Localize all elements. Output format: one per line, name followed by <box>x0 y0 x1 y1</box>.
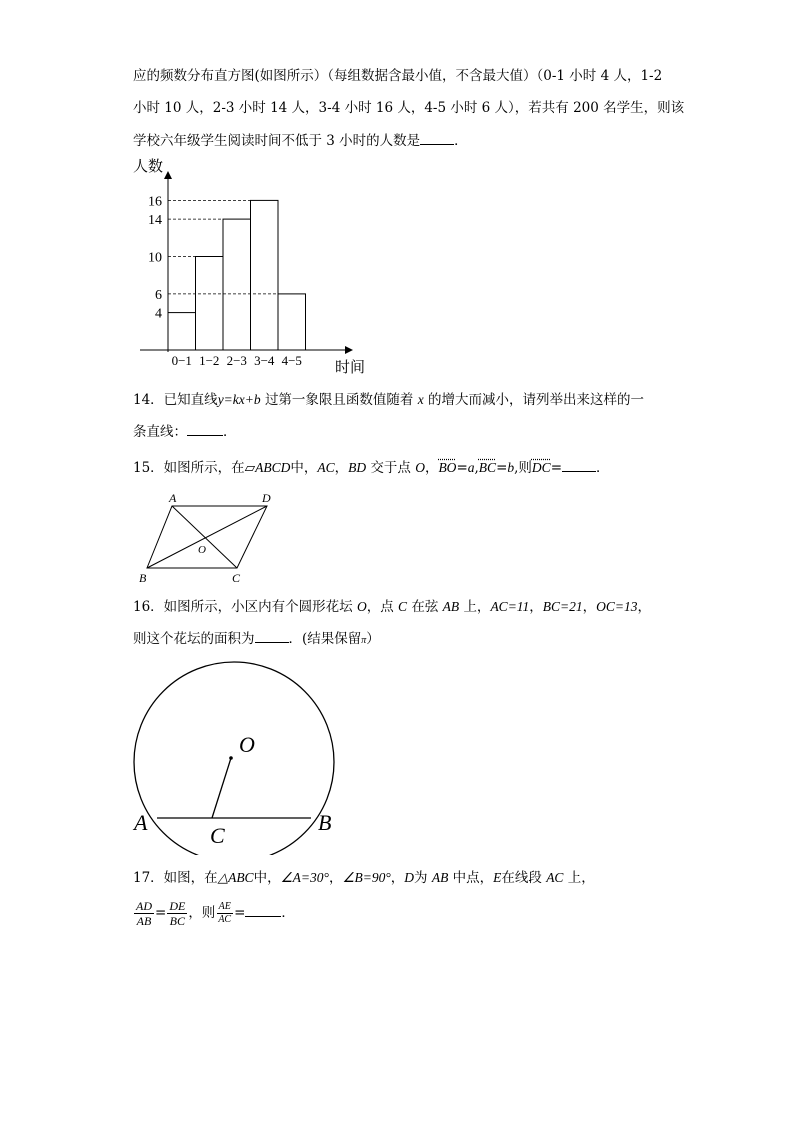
q17-triangle: △ABC <box>217 870 254 885</box>
label-d: D <box>262 491 271 505</box>
histogram-bar-4−5 <box>278 294 306 350</box>
q17-e: E <box>493 870 502 885</box>
q17-ac: AC <box>546 870 564 885</box>
label-o: O <box>198 544 206 556</box>
q15-ac: AC <box>317 460 335 475</box>
histogram-bar-3−4 <box>251 200 279 350</box>
fraction-de-bc <box>167 899 187 928</box>
q16-line1: 16．如图所示，小区内有个圆形花坛 O，点 C 在弦 AB 上，AC=11，BC=21，OC=13， <box>133 599 652 615</box>
q15-end: ． <box>596 460 610 476</box>
x-tick-label-2−3: 2−3 <box>226 353 247 368</box>
y-tick-label-6: 6 <box>155 287 162 303</box>
q13-line1: 应的频数分布直方图(如图所示）（每组数据含最小值，不含最大值）（0-1 小时 4 人，1-2 <box>133 68 663 84</box>
q16-c: C <box>398 599 408 614</box>
fraction-ae-ac <box>216 901 233 926</box>
q15-eq2: = <box>496 460 508 476</box>
answer-blank-16[interactable] <box>255 628 289 643</box>
q15-then: ,则 <box>514 460 532 476</box>
q15-eq3: = <box>550 460 562 476</box>
q16-close: ） <box>366 631 380 647</box>
q13-line2: 小时 10 人，2-3 小时 14 人，3-4 小时 16 人，4-5 小时 6 人），若共有 200 名学生，则该 <box>133 100 685 116</box>
fraction-ad-ab <box>134 899 154 928</box>
q16-text3: 在弦 <box>411 599 439 615</box>
q15-para-name: ABCD <box>255 460 291 475</box>
q17-text1: 17．如图，在 <box>133 870 218 886</box>
x-axis-label: 时间 <box>335 360 366 376</box>
pi-symbol: π <box>361 635 367 646</box>
q17-eq: = <box>155 905 167 921</box>
q15-text3: 交于点 <box>370 460 411 476</box>
q17-eq2: = <box>234 905 246 921</box>
label-b: B <box>318 810 332 835</box>
q16-ac-eq: AC=11 <box>490 599 530 614</box>
q17-text3: 为 <box>414 870 428 886</box>
vector-bo: BO <box>438 460 457 475</box>
segment-oc <box>212 758 231 818</box>
q16-o: O <box>356 599 367 614</box>
q17-angle-a: ∠A=30° <box>280 870 329 885</box>
q16-text5: 则这个花坛的面积为 <box>133 631 255 647</box>
frac-num: AE <box>218 901 231 912</box>
label-c: C <box>232 571 241 585</box>
frac-den: AB <box>136 914 152 928</box>
q15-comma: ， <box>424 460 439 476</box>
q16-oc-eq: OC=13 <box>596 599 638 614</box>
x-tick-label-1−2: 1−2 <box>199 353 220 368</box>
q17-text4: 中点， <box>452 870 494 886</box>
answer-blank-14[interactable] <box>187 421 223 436</box>
q16-text1: 16．如图所示，小区内有个圆形花坛 <box>133 599 353 615</box>
parallelogram-symbol: ▱ <box>244 460 256 476</box>
q17-line1: 17．如图，在△ABC中，∠A=30°，∠B=90°，D为 AB 中点，E在线段 AC 上， <box>133 870 595 886</box>
circle-o <box>134 662 334 855</box>
q15-text1: 15．如图所示，在 <box>133 460 245 476</box>
histogram-chart <box>125 155 385 380</box>
circle-figure <box>128 660 348 855</box>
label-a: A <box>169 491 177 505</box>
vector-a: a <box>467 460 475 475</box>
y-tick-label-10: 10 <box>148 250 162 266</box>
x-tick-label-3−4: 3−4 <box>254 353 275 368</box>
label-a: A <box>134 810 148 835</box>
label-c: C <box>210 823 225 848</box>
answer-blank-15[interactable] <box>562 457 596 472</box>
q13-line3 <box>133 130 468 151</box>
y-tick-label-4: 4 <box>155 306 162 322</box>
y-axis-label: 人数 <box>133 159 164 175</box>
q14-var-x: x <box>417 392 424 407</box>
x-tick-label-0−1: 0−1 <box>171 353 192 368</box>
q14-line1 <box>133 390 644 410</box>
vector-dc: DC <box>531 460 551 475</box>
vector-b: b <box>507 460 515 475</box>
q17-then: ，则 <box>188 905 216 921</box>
answer-blank-13[interactable] <box>420 130 454 145</box>
q16-text6: ．(结果保留 <box>288 631 362 647</box>
q14-text2: 过第一象限且函数值随着 <box>264 392 414 408</box>
q17-text6: 上， <box>567 870 595 886</box>
label-b: B <box>139 571 147 585</box>
q14-formula: y=kx+b <box>217 392 261 407</box>
q14-line2 <box>133 421 237 442</box>
frac-num: AD <box>136 899 152 913</box>
q13-line3-end: ． <box>454 133 468 149</box>
q14-text1: 14．已知直线 <box>133 392 218 408</box>
q15-eq1: = <box>456 460 468 476</box>
q17-line2 <box>133 896 295 930</box>
q17-text2: 中， <box>253 870 281 886</box>
label-o: O <box>239 732 255 757</box>
q15-text2: 中， <box>290 460 318 476</box>
q16-line2 <box>133 628 380 651</box>
histogram-bar-1−2 <box>196 257 224 351</box>
q17-text5: 在线段 <box>501 870 542 886</box>
q16-ab: AB <box>442 599 460 614</box>
q16-text4: 上， <box>463 599 491 615</box>
q15-line1: 15．如图所示，在▱ABCD中，AC，BD 交于点 O，BO=a,BC=b,则DC= ． <box>133 457 610 478</box>
frac-den: AC <box>218 914 232 925</box>
q14-text3: 的增大而减小，请列举出来这样的一 <box>428 392 645 408</box>
diagonal-bd <box>147 506 267 568</box>
q16-bc-eq: BC=21 <box>542 599 583 614</box>
q17-end: ． <box>281 905 295 921</box>
q14-end: ． <box>223 424 237 440</box>
diagonal-ac <box>172 506 237 568</box>
q17-ab: AB <box>431 870 449 885</box>
q15-sep: ， <box>334 460 349 476</box>
center-point-o <box>229 756 233 760</box>
x-tick-label-4−5: 4−5 <box>281 353 302 368</box>
frac-num: DE <box>169 899 186 913</box>
histogram-bar-2−3 <box>223 219 251 350</box>
histogram-bar-0−1 <box>168 313 196 350</box>
vector-bc: BC <box>478 460 497 475</box>
q13-line3-text: 学校六年级学生阅读时间不低于 3 小时的人数是 <box>133 133 421 149</box>
q14-text4: 条直线： <box>133 424 187 440</box>
frac-den: BC <box>169 914 185 928</box>
answer-blank-17[interactable] <box>245 902 281 917</box>
q16-text2: ，点 <box>366 599 394 615</box>
y-tick-label-14: 14 <box>148 213 162 229</box>
q15-o: O <box>415 460 425 475</box>
y-tick-label-16: 16 <box>148 194 162 210</box>
parallelogram-figure <box>135 490 285 585</box>
q17-d: D <box>404 870 415 885</box>
q17-angle-b: ∠B=90° <box>342 870 391 885</box>
q15-bd: BD <box>348 460 367 475</box>
